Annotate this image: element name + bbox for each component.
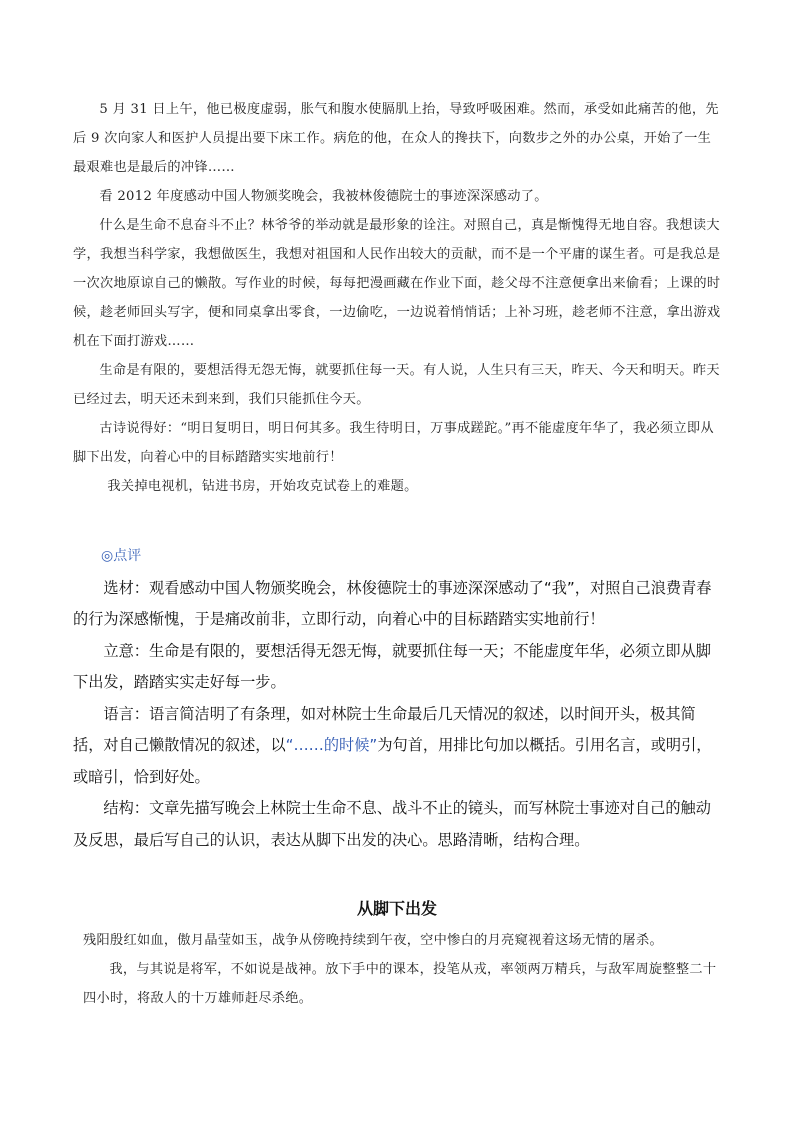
review-section xyxy=(73,541,723,856)
review-xuancai: 选材：观看感动中国人物颁奖晚会，林俊德院士的事迹深深感动了“我”，对照自己浪费青春的行为深感惭愧，于是痛改前非，立即行动，向着心中的目标踏踏实实地前行！ xyxy=(73,578,712,628)
review-yuyan xyxy=(73,699,723,794)
essay-paragraph-4: 生命是有限的，要想活得无怨无悔，就要抓住每一天。有人说，人生只有三天，昨天、今天和明天。昨天已经过去，明天还未到来到，我们只能抓住今天。 xyxy=(73,363,720,407)
review-jiegou: 结构：文章先描写晚会上林院士生命不息、战斗不止的镜头，而写林院士事迹对自己的触动及反思，最后写自己的认识，表达从脚下出发的决心。思路清晰，结构合理。 xyxy=(73,799,711,849)
essay-title: 从脚下出发 xyxy=(356,899,437,918)
essay2-paragraph-2: 我，与其说是将军，不如说是战神。放下手中的课本，投笔从戎，率领两万精兵，与敌军周旋整整二十四小时，将敌人的十万雄师赶尽杀绝。 xyxy=(83,962,717,1006)
review-yuyan-text-2: 为句首，用排比句加以概括。引用名言，或明引，或暗引，恰到好处。 xyxy=(73,736,712,786)
essay-paragraph-1: 5 月 31 日上午，他已极度虚弱，胀气和腹水使膈肌上抬，导致呼吸困难。然而，承受如此痛苦的他，先后 9 次向家人和医护人员提出要下床工作。病危的他，在众人的搀扶下，向数步之外的办公桌，开始了一生最艰难也是最后的冲锋…… xyxy=(73,102,719,175)
review-liyi: 立意：生命是有限的，要想活得无怨无悔，就要抓住每一天；不能虚度年华，必须立即从脚下出发，踏踏实实走好每一步。 xyxy=(73,641,711,691)
essay-second-part xyxy=(83,926,723,1013)
essay-paragraph-2: 看 2012 年度感动中国人物颁奖晚会，我被林俊德院士的事迹深深感动了。 xyxy=(99,189,548,204)
essay-first-part xyxy=(73,95,723,501)
review-heading: ◎点评 xyxy=(101,548,142,564)
essay-paragraph-6: 我关掉电视机，钻进书房，开始攻克试卷上的难题。 xyxy=(107,479,418,494)
review-yuyan-highlight: “……的时候” xyxy=(285,736,378,754)
essay-paragraph-3: 什么是生命不息奋斗不止？林爷爷的举动就是最形象的诠注。对照自己，真是惭愧得无地自容。我想读大学，我想当科学家，我想做医生，我想对祖国和人民作出较大的贡献，而不是一个平庸的谋生者。可是我总是一次次地原谅自己的懒散。写作业的时候，每每把漫画藏在作业下面，趁父母不注意便拿出来偷看；上课的时候，趁老师回头写字，便和同桌拿出零食，一边偷吃，一边说着悄悄话；上补习班，趁老师不注意，拿出游戏机在下面打游戏…… xyxy=(73,218,721,349)
essay-paragraph-5: 古诗说得好：“明日复明日，明日何其多。我生待明日，万事成蹉跎。”再不能虚度年华了，我必须立即从脚下出发，向着心中的目标踏踏实实地前行！ xyxy=(73,421,714,465)
essay2-paragraph-1: 残阳殷红如血，傲月晶莹如玉，战争从傍晚持续到午夜，空中惨白的月亮窥视着这场无情的屠杀。 xyxy=(83,933,663,948)
review-yuyan-text-1: 语言：语言简洁明了有条理，如对林院士生命最后几天情况的叙述，以时间开头，极其简括，对自己懒散情况的叙述，以 xyxy=(73,704,696,754)
